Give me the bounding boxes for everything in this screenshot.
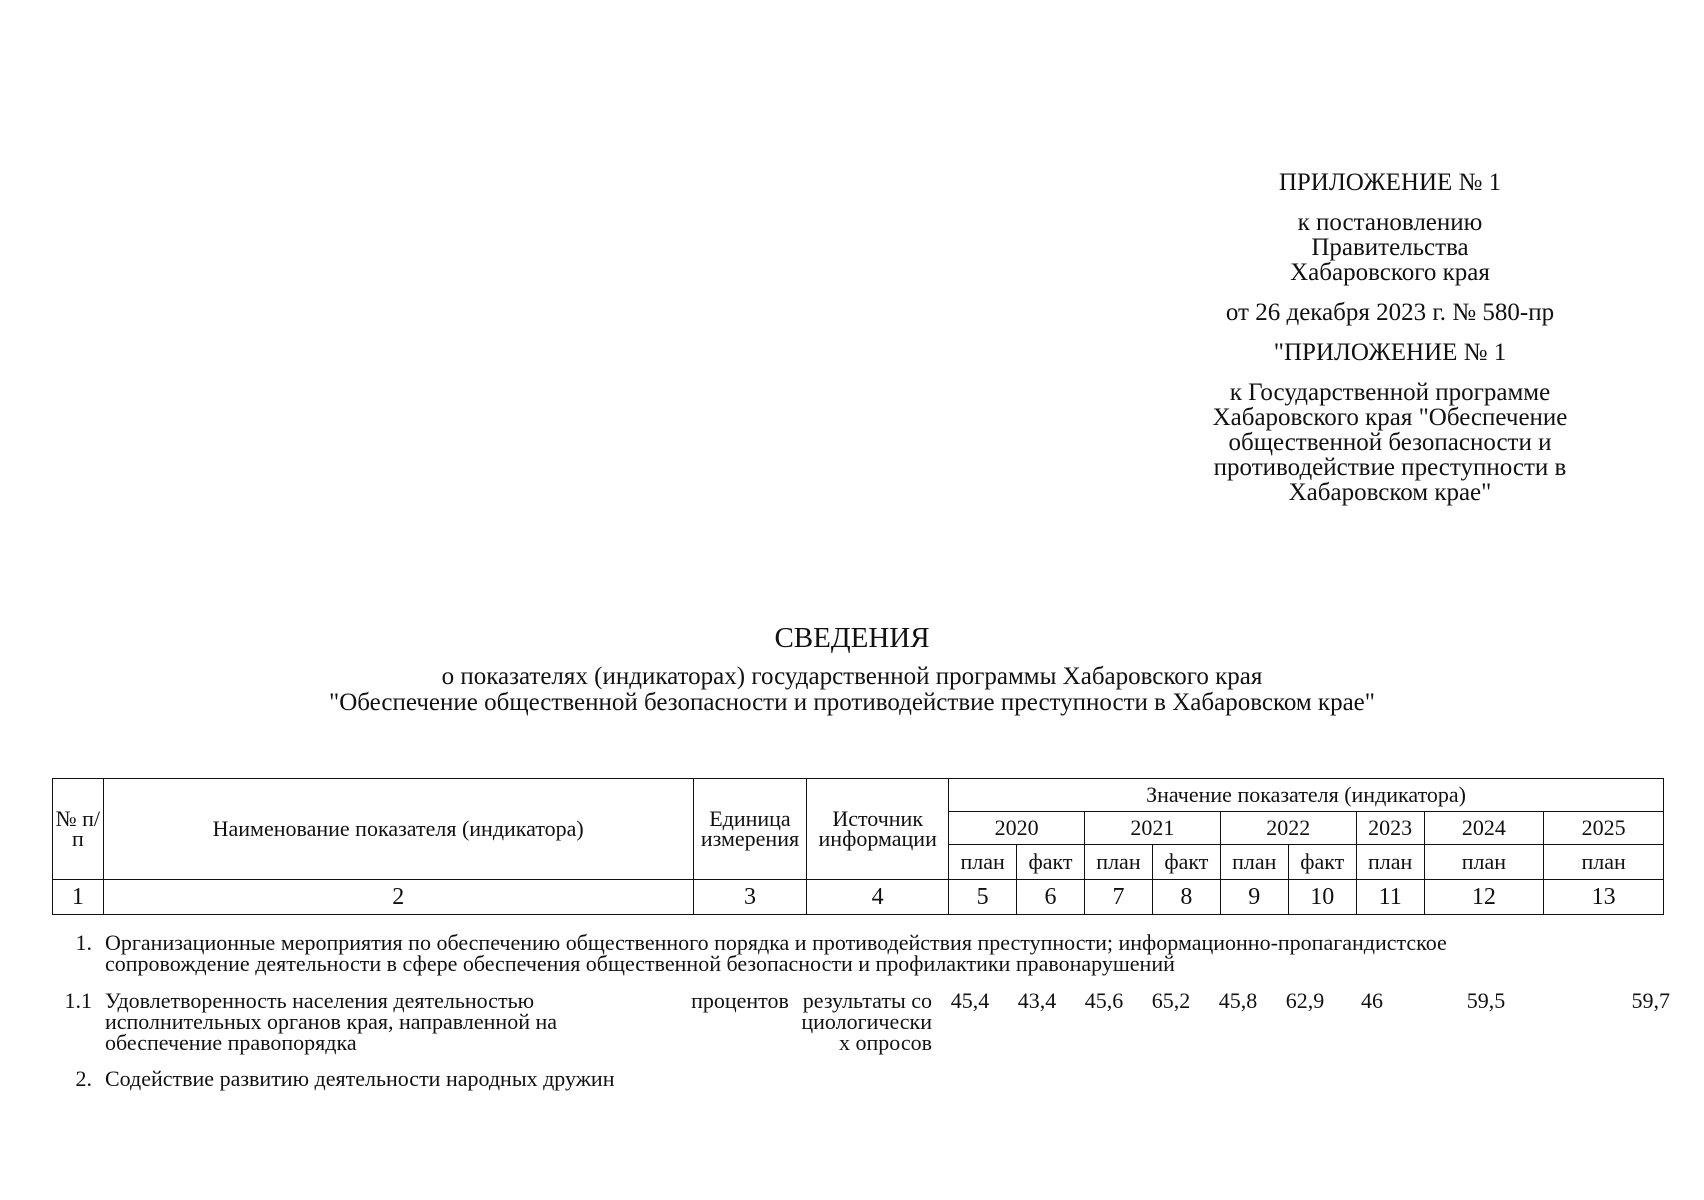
row-number: 1.1 [64,988,92,1013]
section-title: Организационные мероприятия по обеспечению общественного порядка и противодействия преступности; информационно-пропагандистское сопровождение деятельности в сфере обеспечения общественной безопасности и профилактики правонарушений [105,930,1447,976]
document-subtitle [0,664,1704,716]
col-number: 7 [1084,880,1152,915]
approval-block [1160,170,1620,505]
value-2022-plan: 45,8 [1218,988,1258,1013]
plan-2023: план [1356,845,1424,880]
col-number: 11 [1356,880,1424,915]
indicator-unit: процентов [691,988,789,1013]
appendix-label: ПРИЛОЖЕНИЕ № 1 [1278,169,1502,196]
col-number: 12 [1424,880,1544,915]
value-2020-plan: 45,4 [950,988,990,1013]
appendix-label-2: "ПРИЛОЖЕНИЕ № 1 [1273,339,1507,366]
plan-2025: план [1544,845,1664,880]
year-2025: 2025 [1544,812,1664,845]
plan-2020: план [949,845,1017,880]
col-number: 9 [1220,880,1288,915]
plan-2022: план [1220,845,1288,880]
col-number: 5 [949,880,1017,915]
value-2020-fact: 43,4 [1017,988,1057,1013]
resolution-date: от 26 декабря 2023 г. № 580-пр [1225,299,1555,326]
col-number: 13 [1544,880,1664,915]
section-number: 2. [75,1066,92,1091]
col-number: 8 [1152,880,1220,915]
col-number: 1 [53,880,104,915]
value-2021-plan: 45,6 [1084,988,1124,1013]
year-2021: 2021 [1084,812,1220,845]
resolution-line-1: к постановлению [1297,209,1483,236]
year-2023: 2023 [1356,812,1424,845]
program-line-1: к Государственной программе [1229,379,1551,406]
col-number: 10 [1288,880,1356,915]
fact-2021: факт [1152,845,1220,880]
header-values: Значение показателя (индикатора) [949,779,1664,812]
value-2021-fact: 65,2 [1151,988,1191,1013]
header-unit: Единица измерения [693,779,807,880]
subtitle-line-1: о показателях (индикаторах) государственной программы Хабаровского края [441,663,1263,690]
plan-2021: план [1084,845,1152,880]
program-line-4: противодействие преступности в [1213,454,1567,481]
resolution-line-3: Хабаровского края [1290,259,1490,286]
year-2022: 2022 [1220,812,1356,845]
program-line-5: Хабаровском крае" [1288,479,1492,506]
document-title: СВЕДЕНИЯ [774,622,930,654]
value-2025-plan: 59,7 [1631,988,1670,1013]
header-name: Наименование показателя (индикатора) [103,779,693,880]
value-2023-plan: 46 [1361,988,1383,1013]
resolution-line-2: Правительства [1311,234,1469,261]
indicators-table-header [52,778,1664,915]
program-line-2: Хабаровского края "Обеспечение [1212,404,1568,431]
value-2024-plan: 59,5 [1466,988,1506,1013]
fact-2022: факт [1288,845,1356,880]
indicator-row [52,988,1670,1060]
section-number: 1. [75,930,92,955]
year-2020: 2020 [949,812,1085,845]
col-number: 3 [693,880,807,915]
col-number: 4 [807,880,949,915]
fact-2020: факт [1017,845,1085,880]
program-line-3: общественной безопасности и [1228,429,1552,456]
subtitle-line-2: "Обеспечение общественной безопасности и противодействие преступности в Хабаровском крае" [329,689,1375,716]
header-source: Источник информации [807,779,949,880]
col-number: 6 [1017,880,1085,915]
section-title: Содействие развитию деятельности народных дружин [105,1066,615,1091]
header-no: № п/п [53,779,104,880]
col-number: 2 [103,880,693,915]
year-2024: 2024 [1424,812,1544,845]
plan-2024: план [1424,845,1544,880]
value-2022-fact: 62,9 [1285,988,1325,1013]
indicator-name: Удовлетворенность населения деятельностью исполнительных органов края, направленной на обеспечение правопорядка [105,988,557,1055]
indicator-source: результаты социологических опросов [801,988,932,1055]
